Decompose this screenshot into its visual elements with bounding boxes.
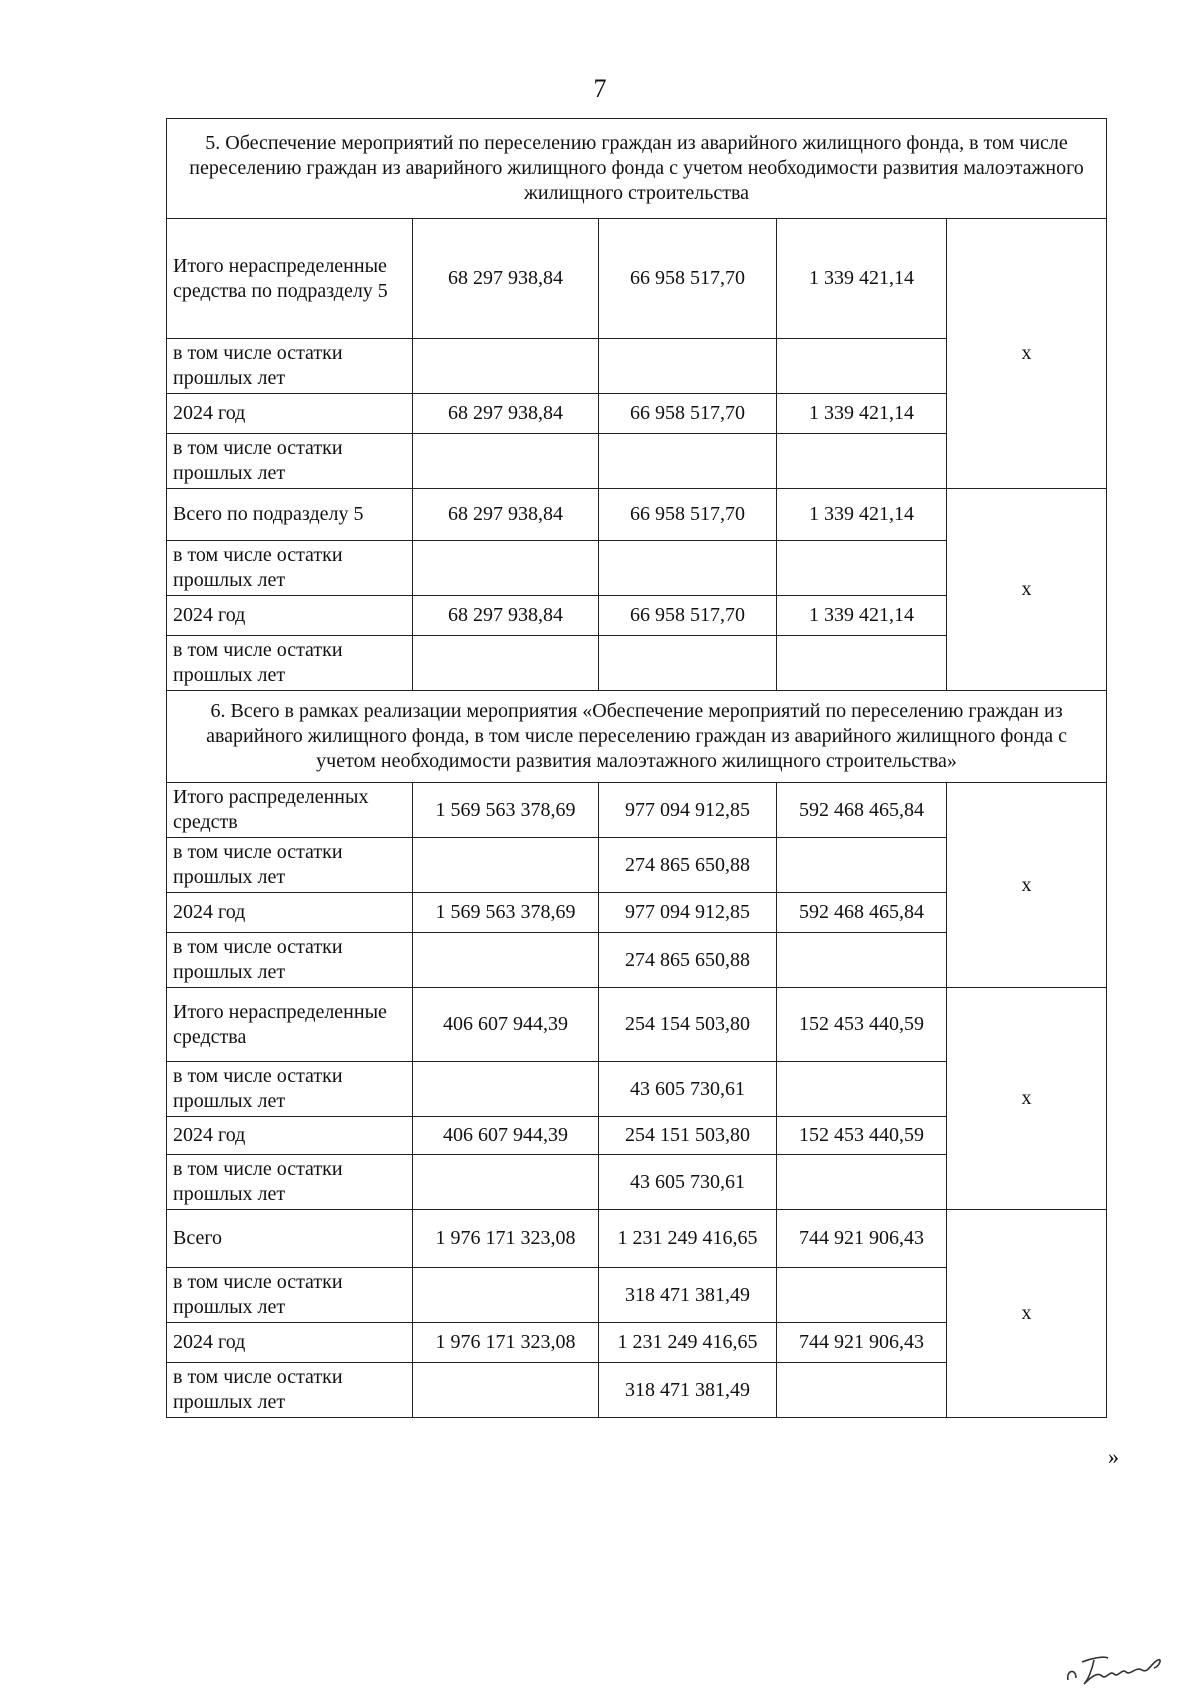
amount-cell: 68 297 938,84 bbox=[413, 596, 599, 636]
row-label: 2024 год bbox=[167, 1323, 413, 1363]
amount-cell: 1 569 563 378,69 bbox=[413, 783, 599, 838]
amount-cell bbox=[777, 838, 947, 893]
amount-cell: 1 231 249 416,65 bbox=[599, 1323, 777, 1363]
amount-cell: 406 607 944,39 bbox=[413, 988, 599, 1062]
closing-quote: » bbox=[1108, 1444, 1119, 1469]
amount-cell: 66 958 517,70 bbox=[599, 596, 777, 636]
amount-cell: 1 339 421,14 bbox=[777, 489, 947, 541]
amount-cell bbox=[777, 339, 947, 394]
section5-title: 5. Обеспечение мероприятий по переселению граждан из аварийного жилищного фонда, в том числе переселению граждан из аварийного жилищного фонда с учетом необходимости развития малоэтажного жилищного строительства bbox=[167, 119, 1107, 219]
row-label: в том числе остатки прошлых лет bbox=[167, 541, 413, 596]
amount-cell: 318 471 381,49 bbox=[599, 1268, 777, 1323]
amount-cell bbox=[413, 434, 599, 489]
x-mark-cell: х bbox=[947, 783, 1107, 988]
amount-cell: 592 468 465,84 bbox=[777, 893, 947, 933]
amount-cell bbox=[777, 933, 947, 988]
amount-cell bbox=[413, 1363, 599, 1418]
amount-cell: 1 976 171 323,08 bbox=[413, 1323, 599, 1363]
row-label: Итого распределенных средств bbox=[167, 783, 413, 838]
amount-cell bbox=[777, 1268, 947, 1323]
row-label: в том числе остатки прошлых лет bbox=[167, 1268, 413, 1323]
row-label: Всего bbox=[167, 1210, 413, 1268]
amount-cell: 1 569 563 378,69 bbox=[413, 893, 599, 933]
row-label: в том числе остатки прошлых лет bbox=[167, 1363, 413, 1418]
amount-cell: 254 151 503,80 bbox=[599, 1117, 777, 1155]
amount-cell: 66 958 517,70 bbox=[599, 219, 777, 339]
amount-cell: 592 468 465,84 bbox=[777, 783, 947, 838]
row-label: в том числе остатки прошлых лет bbox=[167, 838, 413, 893]
row-label: в том числе остатки прошлых лет bbox=[167, 933, 413, 988]
row-label: 2024 год bbox=[167, 596, 413, 636]
row-label: в том числе остатки прошлых лет bbox=[167, 636, 413, 691]
amount-cell: 254 154 503,80 bbox=[599, 988, 777, 1062]
amount-cell bbox=[599, 541, 777, 596]
amount-cell bbox=[413, 339, 599, 394]
page-number: 7 bbox=[593, 74, 607, 103]
amount-cell bbox=[599, 339, 777, 394]
amount-cell bbox=[413, 1062, 599, 1117]
amount-cell bbox=[599, 636, 777, 691]
amount-cell bbox=[777, 1363, 947, 1418]
amount-cell: 152 453 440,59 bbox=[777, 988, 947, 1062]
amount-cell: 43 605 730,61 bbox=[599, 1062, 777, 1117]
row-label: в том числе остатки прошлых лет bbox=[167, 339, 413, 394]
amount-cell: 43 605 730,61 bbox=[599, 1155, 777, 1210]
x-mark-cell: х bbox=[947, 489, 1107, 691]
amount-cell bbox=[777, 434, 947, 489]
section6-title: 6. Всего в рамках реализации мероприятия «Обеспечение мероприятий по переселению граждан из аварийного жилищного фонда, в том числе переселению граждан из аварийного жилищного фонда с учетом необходимости развития малоэтажного жилищного строительства» bbox=[167, 691, 1107, 783]
amount-cell bbox=[413, 541, 599, 596]
amount-cell bbox=[777, 541, 947, 596]
amount-cell: 66 958 517,70 bbox=[599, 394, 777, 434]
x-mark-cell: х bbox=[947, 1210, 1107, 1418]
table-row bbox=[167, 1210, 1107, 1268]
amount-cell: 1 339 421,14 bbox=[777, 219, 947, 339]
amount-cell: 68 297 938,84 bbox=[413, 219, 599, 339]
amount-cell bbox=[413, 1155, 599, 1210]
amount-cell bbox=[599, 434, 777, 489]
amount-cell: 68 297 938,84 bbox=[413, 489, 599, 541]
amount-cell: 274 865 650,88 bbox=[599, 838, 777, 893]
amount-cell bbox=[777, 636, 947, 691]
amount-cell: 744 921 906,43 bbox=[777, 1210, 947, 1268]
table-row bbox=[167, 489, 1107, 541]
row-label: 2024 год bbox=[167, 893, 413, 933]
amount-cell: 318 471 381,49 bbox=[599, 1363, 777, 1418]
amount-cell bbox=[777, 1062, 947, 1117]
budget-table bbox=[166, 118, 1107, 1418]
amount-cell: 68 297 938,84 bbox=[413, 394, 599, 434]
table-row bbox=[167, 219, 1107, 339]
amount-cell bbox=[413, 1268, 599, 1323]
amount-cell: 744 921 906,43 bbox=[777, 1323, 947, 1363]
amount-cell bbox=[413, 838, 599, 893]
amount-cell bbox=[777, 1155, 947, 1210]
amount-cell: 274 865 650,88 bbox=[599, 933, 777, 988]
x-mark-cell: х bbox=[947, 219, 1107, 489]
amount-cell: 1 339 421,14 bbox=[777, 596, 947, 636]
table-row bbox=[167, 783, 1107, 838]
signature-mark bbox=[1062, 1640, 1172, 1690]
row-label: Итого нераспределенные средства bbox=[167, 988, 413, 1062]
amount-cell: 406 607 944,39 bbox=[413, 1117, 599, 1155]
amount-cell: 977 094 912,85 bbox=[599, 893, 777, 933]
amount-cell bbox=[413, 933, 599, 988]
row-label: 2024 год bbox=[167, 394, 413, 434]
row-label: Итого нераспределенные средства по подразделу 5 bbox=[167, 219, 413, 339]
table-row bbox=[167, 988, 1107, 1062]
amount-cell: 66 958 517,70 bbox=[599, 489, 777, 541]
row-label: в том числе остатки прошлых лет bbox=[167, 1062, 413, 1117]
amount-cell: 1 976 171 323,08 bbox=[413, 1210, 599, 1268]
row-label: в том числе остатки прошлых лет bbox=[167, 434, 413, 489]
amount-cell bbox=[413, 636, 599, 691]
row-label: 2024 год bbox=[167, 1117, 413, 1155]
row-label: Всего по подразделу 5 bbox=[167, 489, 413, 541]
amount-cell: 1 339 421,14 bbox=[777, 394, 947, 434]
row-label: в том числе остатки прошлых лет bbox=[167, 1155, 413, 1210]
amount-cell: 1 231 249 416,65 bbox=[599, 1210, 777, 1268]
amount-cell: 152 453 440,59 bbox=[777, 1117, 947, 1155]
amount-cell: 977 094 912,85 bbox=[599, 783, 777, 838]
x-mark-cell: х bbox=[947, 988, 1107, 1210]
